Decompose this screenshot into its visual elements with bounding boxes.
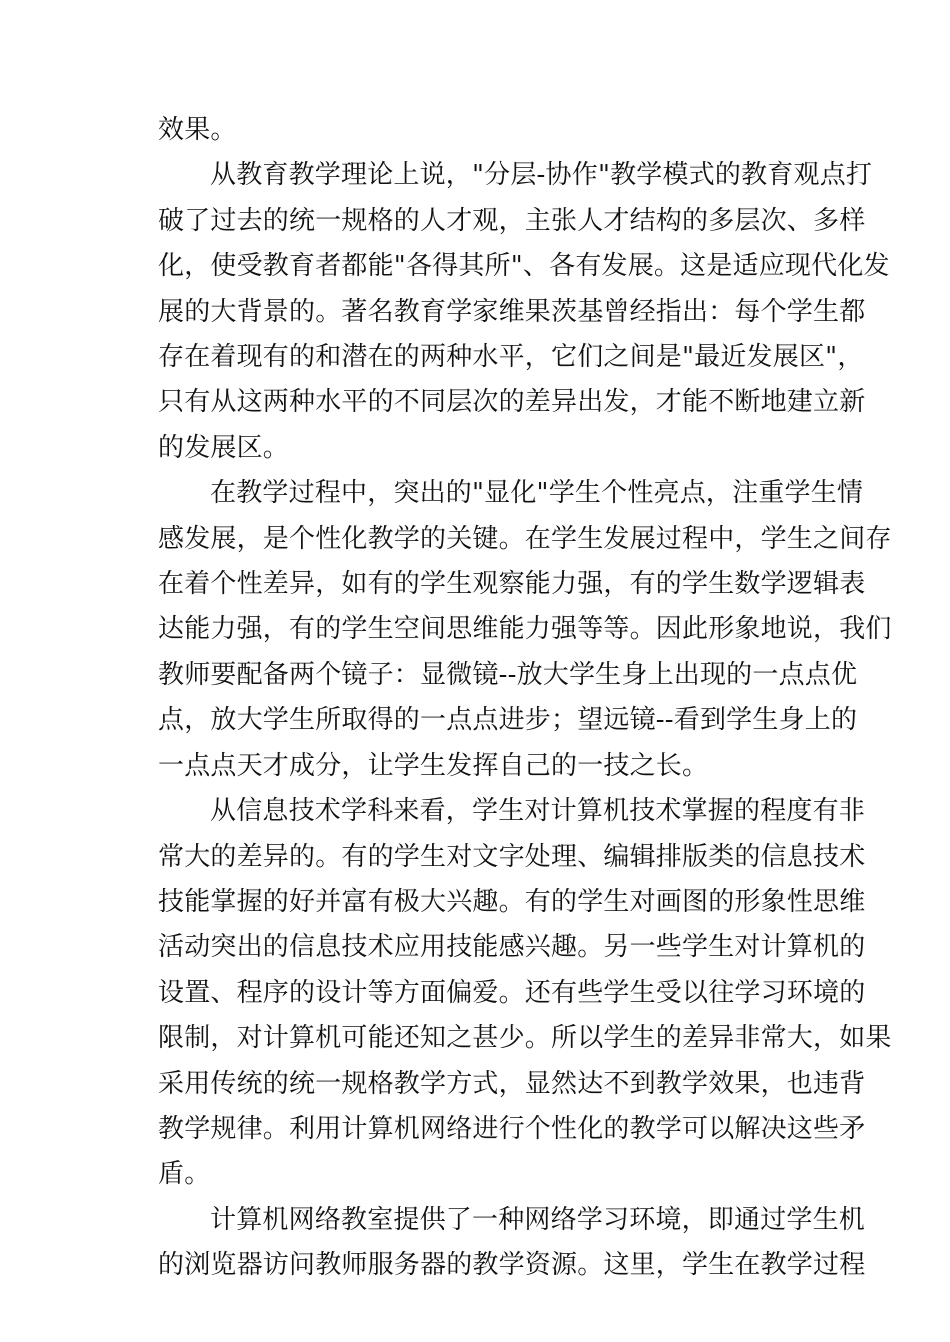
text-line: 一点点天才成分，让学生发挥自己的一技之长。	[158, 750, 709, 781]
text-line: 破了过去的统一规格的人才观，主张人才结构的多层次、多样	[158, 205, 866, 236]
text-line: 盾。	[158, 1159, 211, 1190]
text-line: 达能力强，有的学生空间思维能力强等等。因此形象地说，我们	[158, 614, 892, 645]
text-line: 点，放大学生所取得的一点点进步；望远镜--看到学生身上的	[158, 705, 858, 736]
text-line: 在教学过程中，突出的"显化"学生个性亮点，注重学生情	[210, 478, 864, 509]
text-line: 在着个性差异，如有的学生观察能力强，有的学生数学逻辑表	[158, 569, 866, 600]
text-line: 教师要配备两个镜子：显微镜--放大学生身上出现的一点点优	[158, 659, 858, 690]
text-line: 化，使受教育者都能"各得其所"、各有发展。这是适应现代化发	[158, 251, 890, 282]
paragraph-5	[158, 1198, 866, 1289]
text-line: 计算机网络教室提供了一种网络学习环境，即通过学生机	[210, 1204, 866, 1235]
text-line: 从信息技术学科来看，学生对计算机技术掌握的程度有非	[210, 796, 866, 827]
text-line: 的发展区。	[158, 432, 290, 463]
text-line: 只有从这两种水平的不同层次的差异出发，才能不断地建立新	[158, 387, 866, 418]
text-line: 的浏览器访问教师服务器的教学资源。这里，学生在教学过程	[158, 1250, 866, 1281]
text-line: 从教育教学理论上说，"分层-协作"教学模式的教育观点打	[210, 160, 873, 191]
text-line: 采用传统的统一规格教学方式，显然达不到教学效果，也违背	[158, 1068, 866, 1099]
paragraph-2	[158, 153, 890, 471]
text-line: 设置、程序的设计等方面偏爱。还有些学生受以往学习环境的	[158, 977, 866, 1008]
text-line: 活动突出的信息技术应用技能感兴趣。另一些学生对计算机的	[158, 932, 866, 963]
text-line: 技能掌握的好并富有极大兴趣。有的学生对画图的形象性思维	[158, 886, 866, 917]
text-line: 限制，对计算机可能还知之甚少。所以学生的差异非常大，如果	[158, 1023, 892, 1054]
text-line: 展的大背景的。著名教育学家维果茨基曾经指出：每个学生都	[158, 296, 866, 327]
paragraph-3	[158, 471, 892, 789]
document-body	[158, 108, 892, 1289]
paragraph-1	[158, 108, 848, 153]
paragraph-4	[158, 789, 892, 1198]
text-line: 教学规律。利用计算机网络进行个性化的教学可以解决这些矛	[158, 1113, 866, 1144]
text-line: 常大的差异的。有的学生对文字处理、编辑排版类的信息技术	[158, 841, 866, 872]
text-line: 存在着现有的和潜在的两种水平，它们之间是"最近发展区"，	[158, 342, 864, 373]
text-line: 效果。	[158, 115, 237, 145]
text-line: 感发展，是个性化教学的关键。在学生发展过程中，学生之间存	[158, 523, 892, 554]
